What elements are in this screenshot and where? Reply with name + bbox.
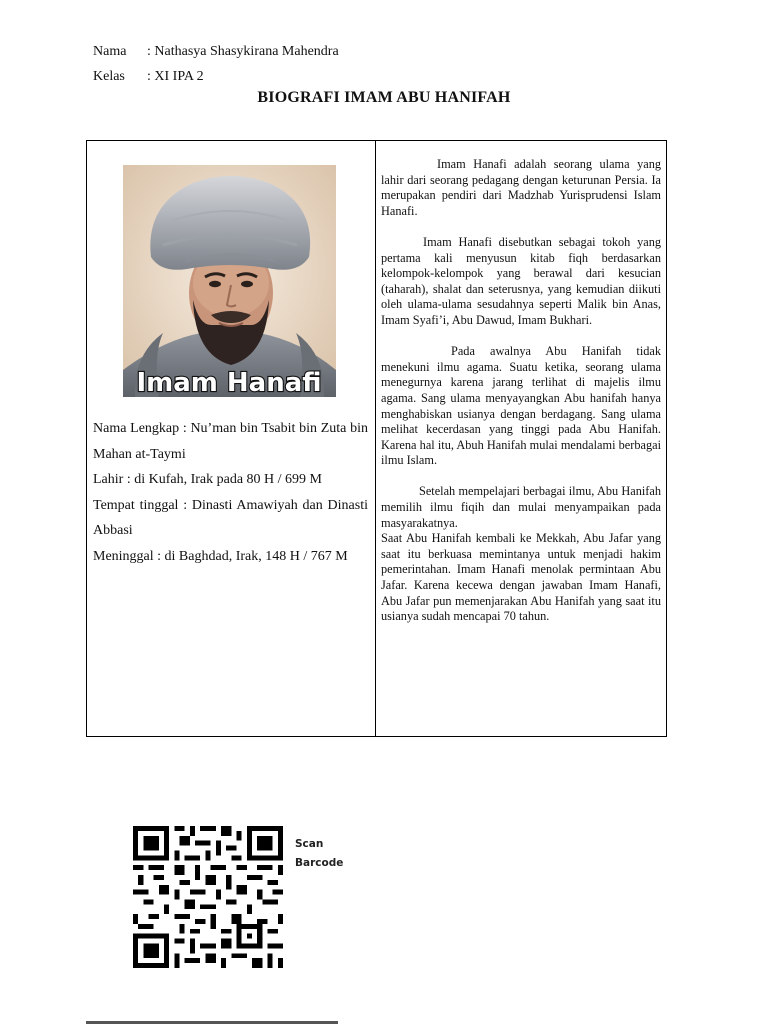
paragraph-5: Saat Abu Hanifah kembali ke Mekkah, Abu Jafar yang saat itu berkuasa memintanya untuk menjadi hakim pemerintahan. Imam Hanafi menolak permintaan Abu Jafar. Karena kecewa dengan jawaban Imam Hanafi, Abu Jafar pun memenjarakan Abu Hanifah yang saat itu usianya sudah mencapai 70 tahun. xyxy=(381,531,661,624)
biography-table xyxy=(86,140,667,737)
student-class-line xyxy=(93,69,204,85)
paragraph-4: Setelah mempelajari berbagai ilmu, Abu Hanifah memilih ilmu fiqih dan mulai menyampaikan pada masyarakatnya. xyxy=(381,484,661,530)
birth-text: Lahir : di Kufah, Irak pada 80 H / 699 M xyxy=(93,472,322,487)
qr-code xyxy=(133,826,283,968)
paragraph-3: Pada awalnya Abu Hanifah tidak menekuni ilmu agama. Suatu ketika, seorang ulama menegurnya karena jarang terlihat di majelis ilmu agama. Sang ulama menyayangkan Abu hanifah hanya menghabiskan usianya dengan berdagang. Sang ulama melihat kecerdasan yang tinggi pada Abu Hanifah. Karena hal itu, Abuh Hanifah mulai mendalami berbagai ilmu Islam. xyxy=(381,344,661,468)
portrait-caption: Imam Hanafi xyxy=(136,368,322,398)
biodata-list xyxy=(93,416,368,569)
student-name-line xyxy=(93,44,339,60)
class-label: Kelas xyxy=(93,69,125,84)
name-label: Nama xyxy=(93,44,127,59)
full-name-text: Nama Lengkap : Nu’man bin Tsabit bin Zuta bin Mahan at-Taymi xyxy=(93,421,368,462)
portrait-illustration xyxy=(123,165,336,397)
qr-scan-label: Scan Barcode xyxy=(295,838,344,869)
paragraph-2: Imam Hanafi disebutkan sebagai tokoh yang pertama kali menyusun kitab fiqh berdasarkan kelompok-kelompok yang berawal dari kesucian (taharah), shalat dan seterusnya, yang kemudian diikuti oleh ulama-ulama sesudahnya seperti Malik bin Anas, Imam Syafi’i, Abu Dawud, Imam Bukhari. xyxy=(381,234,661,327)
column-divider xyxy=(375,141,376,736)
qr-code-icon xyxy=(133,826,283,968)
residence-text: Tempat tinggal : Dinasti Amawiyah dan Dinasti Abbasi xyxy=(93,497,368,538)
portrait-image xyxy=(123,165,336,397)
paragraph-1: Imam Hanafi adalah seorang ulama yang lahir dari seorang pedagang dengan keturunan Persia. Ia merupakan pendiri dari Madzhab Yurisprudensi Islam Hanafi. xyxy=(381,157,661,218)
class-value: : XI IPA 2 xyxy=(147,69,204,84)
biography-text xyxy=(381,157,661,640)
page-title: BIOGRAFI IMAM ABU HANIFAH xyxy=(257,89,511,106)
death-text: Meninggal : di Baghdad, Irak, 148 H / 767 M xyxy=(93,548,348,564)
name-value: : Nathasya Shasykirana Mahendra xyxy=(147,44,339,59)
